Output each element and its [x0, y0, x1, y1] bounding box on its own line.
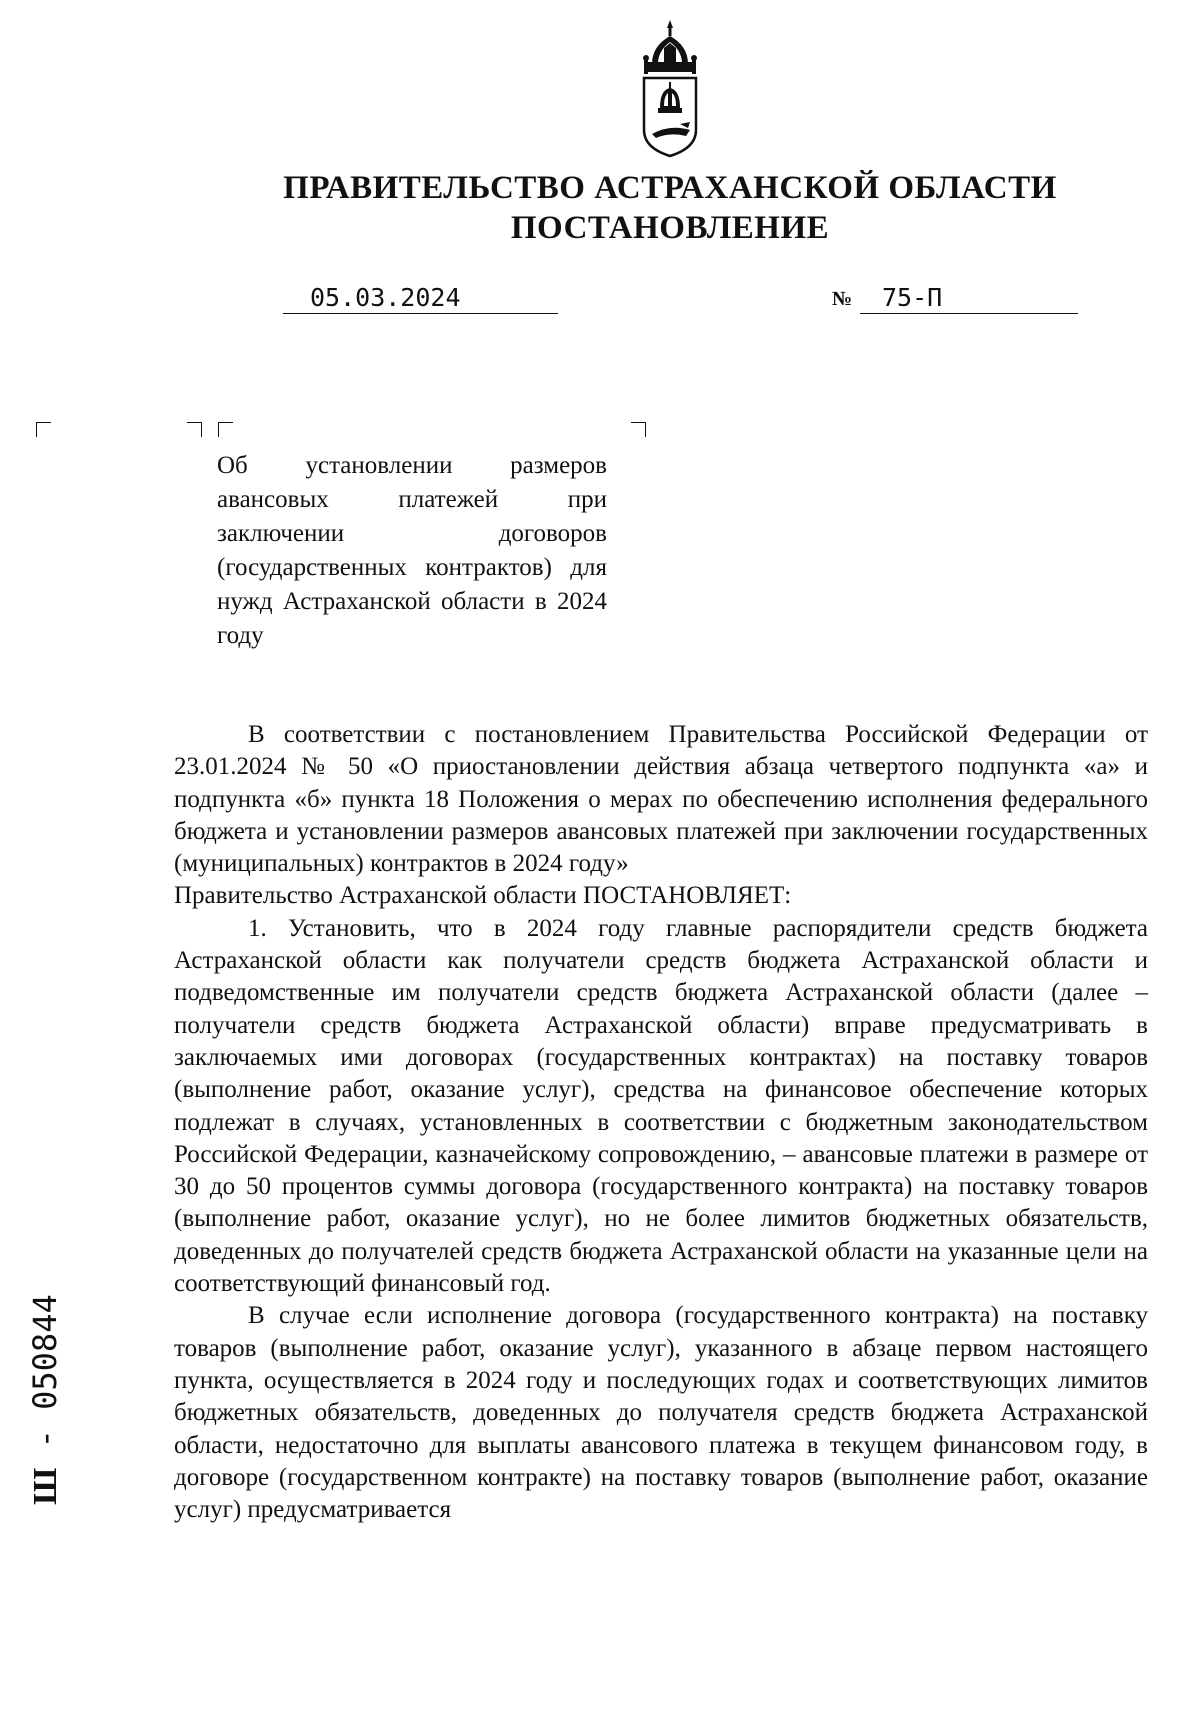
coat-of-arms-icon [630, 18, 710, 158]
document-subject: Об установлении размеров авансовых платежей при заключении договоров (государственных контрактов) для нужд Астраханской области в 2024 году [217, 452, 607, 649]
authority-title: ПРАВИТЕЛЬСТВО АСТРАХАНСКОЙ ОБЛАСТИ [283, 170, 1057, 206]
serial-prefix: Ш [27, 1467, 64, 1505]
corner-mark [36, 422, 51, 437]
document-date: 05.03.2024 [283, 282, 558, 314]
body-paragraph: 1. Установить, что в 2024 году главные распорядители средств бюджета Астраханской области как получатели средств бюджета Астраханской области и подведомственные им получатели средств бюджета Астраханской области (далее – получатели средств бюджета Астраханской области) вправе предусматривать в заключаемых ими договорах (государственных контрактах) на поставку товаров (выполнение работ, оказание услуг), средства на финансовое обеспечение которых подлежат в случаях, установленных в соответствии с бюджетным законодательством Российской Федерации, казначейскому сопровождению, – авансовые платежи в размере от 30 до 50 процентов суммы договора (государственного контракта) на поставку товаров (выполнение работ, оказание услуг), но не более лимитов бюджетных обязательств, доведенных до получателей средств бюджета Астраханской области на указанные цели на соответствующий финансовый год. [174, 914, 1148, 1298]
body-paragraph: В случае если исполнение договора (государственного контракта) на поставку товаров (выполнение работ, оказание услуг), указанного в абзаце первом настоящего пункта, осуществляется в 2024 году и последующих годах и соответствующих лимитов бюджетных обязательств, доведенных до получателя средств бюджета Астраханской области, недостаточно для выплаты авансового платежа в текущем финансовом году, в договоре (государственном контракте) на поставку товаров (выполнение работ, оказание услуг) предусматривается [174, 1302, 1148, 1524]
document-header [0, 168, 1200, 248]
document-type-title: ПОСТАНОВЛЕНИЕ [510, 210, 830, 246]
corner-mark [218, 422, 233, 437]
corner-mark [631, 422, 646, 437]
serial-number: - 050844 [26, 1294, 64, 1468]
form-serial-code [22, 1205, 68, 1505]
body-paragraph: В соответствии с постановлением Правительства Российской Федерации от 23.01.2024 № 50 «О приостановлении действия абзаца четвертого подпункта «а» и подпункта «б» пункта 18 Положения о мерах по обеспечению исполнения федерального бюджета и установлении размеров авансовых платежей при заключении государственных (муниципальных) контрактов в 2024 году» [174, 721, 1148, 878]
corner-mark [187, 422, 202, 437]
document-number: 75-П [860, 282, 1078, 314]
body-paragraph: Правительство Астраханской области ПОСТАНОВЛЯЕТ: [174, 882, 792, 910]
document-body [174, 719, 1148, 1526]
number-sign: № [832, 288, 853, 310]
